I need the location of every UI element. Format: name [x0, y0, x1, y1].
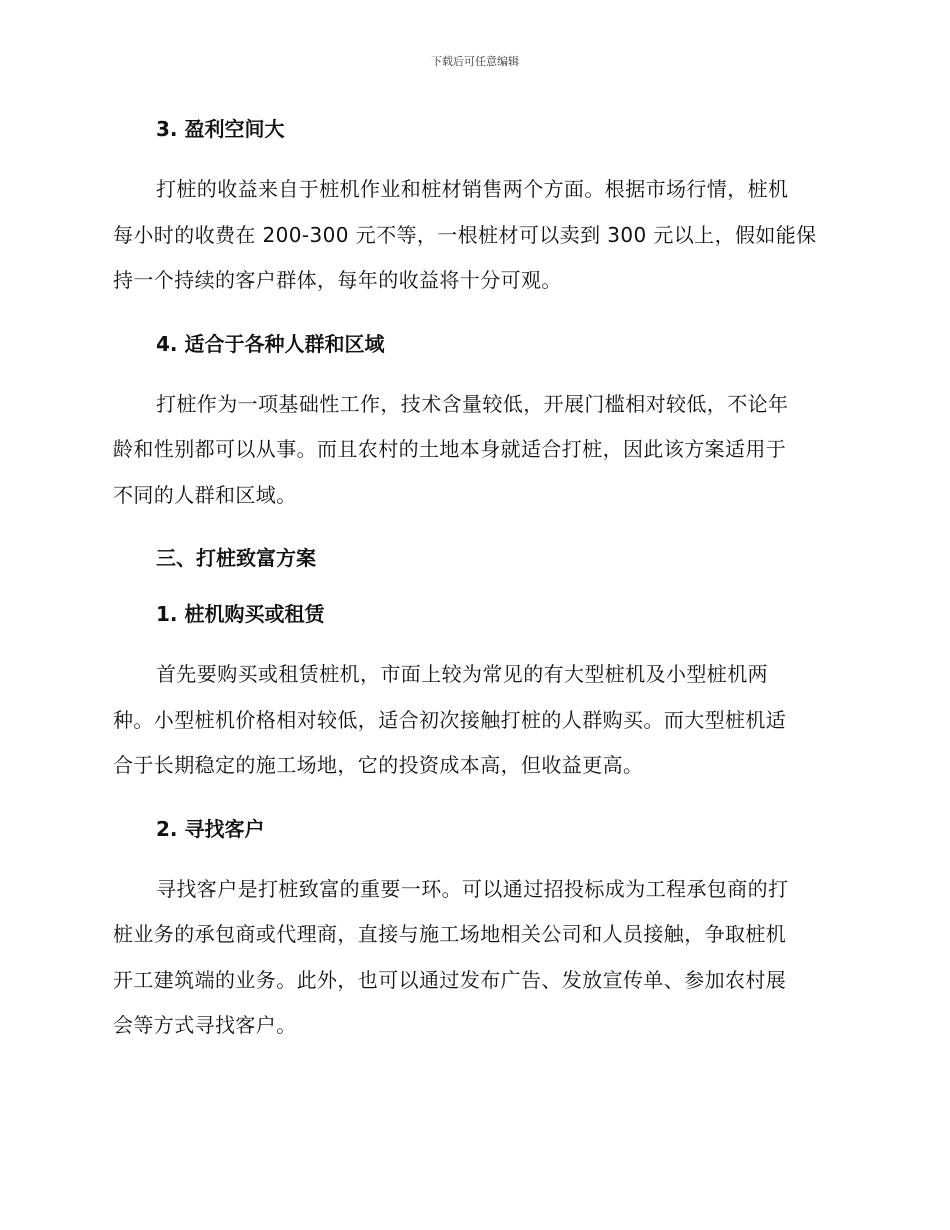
- paragraph-line: 桩业务的承包商或代理商，直接与施工场地相关公司和人员接触，争取桩机: [113, 922, 787, 946]
- spacer: [113, 304, 837, 326]
- paragraph-line: 打桩的收益来自于桩机作业和桩材销售两个方面。根据市场行情，桩机: [156, 177, 789, 201]
- paragraph-line: 打桩作为一项基础性工作，技术含量较低，开展门槛相对较低，不论年: [156, 391, 789, 416]
- section-heading: 3. 盈利空间大: [156, 117, 285, 141]
- paragraph-line: 每小时的收费在 200-300 元不等，一根桩材可以卖到 300 元以上，假如能保: [113, 222, 817, 247]
- spacer: [113, 789, 837, 811]
- spacer: [113, 632, 837, 652]
- paragraph-line: 寻找客户是打桩致富的重要一环。可以通过招投标成为工程承包商的打: [156, 876, 789, 901]
- section-heading: 1. 桩机购买或租赁: [156, 602, 325, 626]
- paragraph: [113, 867, 837, 1049]
- spacer: [113, 147, 837, 167]
- spacer: [113, 518, 837, 540]
- paragraph-line: 会等方式寻找客户。: [113, 1013, 297, 1037]
- paragraph: [113, 167, 837, 304]
- spacer: [113, 576, 837, 596]
- paragraph-line: 开工建筑端的业务。此外，也可以通过发布广告、发放宣传单、参加农村展: [113, 967, 787, 992]
- chapter-heading: 三、打桩致富方案: [156, 546, 316, 570]
- section-heading: 4. 适合于各种人群和区域: [156, 331, 385, 356]
- paragraph: [113, 652, 837, 789]
- paragraph-line: 不同的人群和区域。: [113, 482, 297, 507]
- paragraph-line: 龄和性别都可以从事。而且农村的土地本身就适合打桩，因此该方案适用于: [113, 437, 787, 461]
- spacer: [113, 847, 837, 867]
- paragraph-line: 合于长期稳定的施工场地，它的投资成本高，但收益更高。: [113, 753, 644, 777]
- spacer: [113, 362, 837, 382]
- paragraph-line: 首先要购买或租赁桩机，市面上较为常见的有大型桩机及小型桩机两: [156, 662, 768, 686]
- page-header-note: 下载后可任意编辑: [431, 55, 519, 68]
- paragraph-line: 持一个持续的客户群体，每年的收益将十分可观。: [113, 268, 562, 292]
- paragraph: [113, 382, 837, 519]
- paragraph-line: 种。小型桩机价格相对较低，适合初次接触打桩的人群购买。而大型桩机适: [113, 707, 787, 732]
- section-heading: 2. 寻找客户: [156, 816, 265, 841]
- document-body: [113, 111, 837, 1049]
